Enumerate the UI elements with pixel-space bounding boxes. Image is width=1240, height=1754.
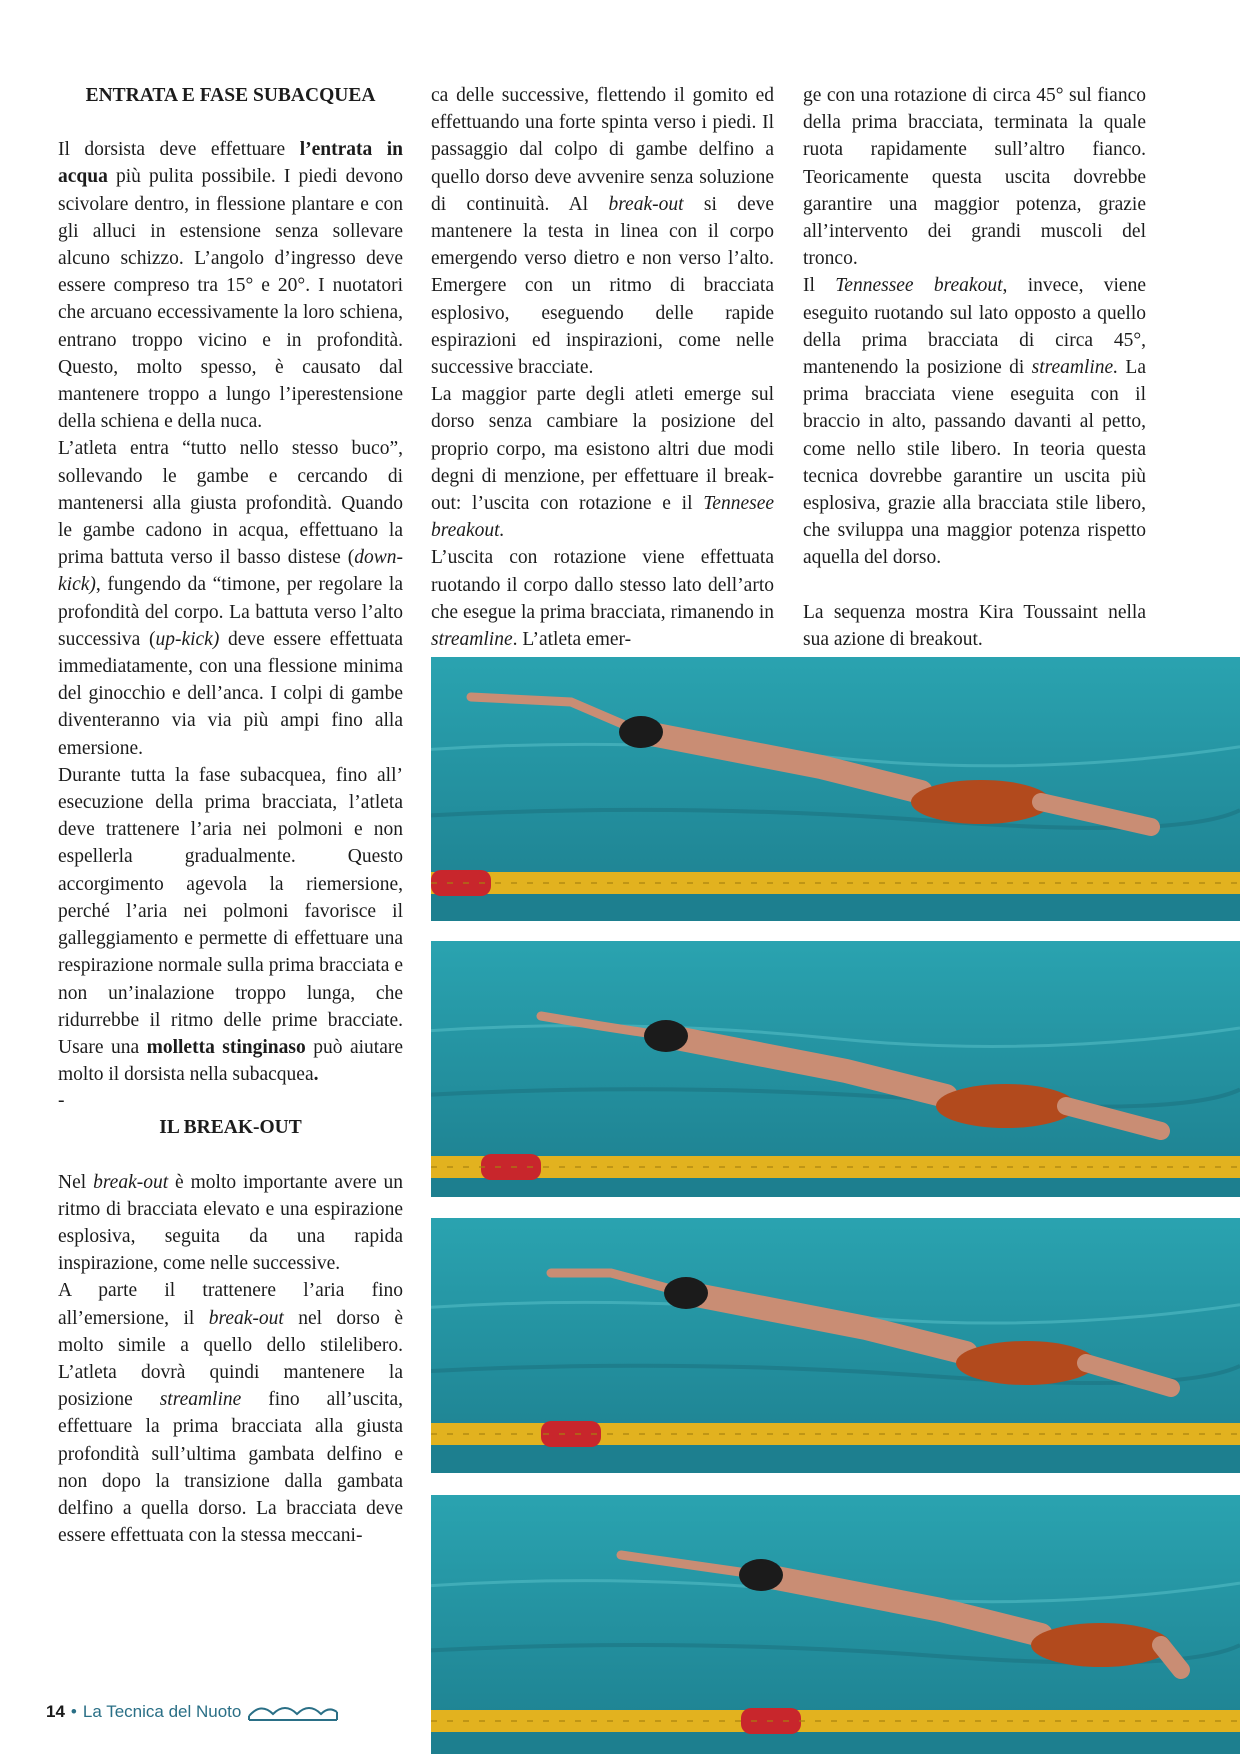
page-footer: [46, 1700, 339, 1724]
swimmer-photo-icon: [431, 657, 1240, 921]
italic-text: break-out: [93, 1171, 169, 1193]
text-run: La maggior parte degli atleti emerge sul dorso senza cambiare la posizione del proprio corpo, ma esistono altri due modi degni di menzione, per effettuare il break-out: l’uscita con rotazione e il: [431, 384, 774, 515]
text-run: Il: [803, 275, 836, 297]
text-run: Il dorsista deve effettuare: [58, 139, 300, 161]
text-run: , invece, viene eseguito ruotando sul lato opposto a quello della prima bracciata di circa 45°, mantenendo la posizione di: [803, 275, 1146, 379]
paragraph: [58, 1277, 403, 1549]
italic-text: break-out: [608, 193, 684, 215]
italic-text: Tennessee breakout: [835, 275, 1003, 297]
wave-logo-icon: [247, 1700, 339, 1724]
italic-text: Tennesee breakout.: [431, 493, 774, 542]
text-column-1: [58, 82, 403, 1549]
caption-paragraph: [803, 599, 1146, 653]
page-number: 14: [46, 1702, 65, 1721]
paragraph: [431, 544, 774, 653]
swimmer-photo-icon: [431, 1218, 1240, 1473]
paragraph: [58, 136, 403, 435]
text-run: , fungendo da “timone, per regolare la profondità del corpo. La battuta verso l’alto successiva (: [58, 574, 403, 650]
swimmer-photo-icon: [431, 1495, 1240, 1754]
text-run: più pulita possibile. I piedi devono scivolare dentro, in flessione plantare e con gli alluci in estensione senza sollevare alcuno schizzo. L’angolo d’ingresso deve essere compreso tra 15° e 20°. I nuotatori che arcuano eccessivamente la loro schiena, entrano troppo vicino e in profondità. Questo, molto spesso, è causato dal mantenere troppo a lungo l’iperestensione della schiena e della nuca.: [58, 166, 403, 433]
paragraph: [58, 762, 403, 1088]
bold-text: molletta stinginaso: [146, 1036, 306, 1058]
text-run: è molto importante avere un ritmo di bracciata elevato e una espirazione esplosiva, seguita da una rapida inspirazione, come nelle successive.: [58, 1171, 404, 1275]
paragraph: [803, 272, 1146, 571]
bold-text: .: [313, 1064, 319, 1086]
text-run: fino all’uscita, effettuare la prima bracciata alla giusta profondità sull’ultima gambata delfino e non dopo la transizione dalla gambata delfino a quella dorso. La bracciata deve essere effettuata con la stessa meccani-: [58, 1389, 403, 1547]
text-run: ge con una rotazione di circa 45° sul fianco della prima bracciata, terminata la quale ruota rapidamente sull’altro fianco. Teoricamente questa uscita dovrebbe garantire una maggior potenza, grazie all’intervento dei grandi muscoli del tronco.: [803, 85, 1146, 270]
paragraph: [431, 381, 774, 544]
magazine-name: La Tecnica del Nuoto: [82, 1702, 242, 1721]
paragraph: [431, 82, 774, 381]
italic-text: streamline: [431, 629, 513, 651]
footer-bullet: •: [70, 1702, 77, 1721]
text-column-3: [803, 82, 1146, 653]
text-run: L’atleta entra “tutto nello stesso buco”, sollevando le gambe e cercando di mantenersi alla giusta profondità. Quando le gambe cadono in acqua, effettuano la prima battuta verso il basso distese (: [58, 438, 403, 569]
breakout-photo-1: [431, 657, 1240, 921]
swimmer-photo-icon: [431, 941, 1240, 1197]
text-run: ca delle successive, flettendo il gomito ed effettuando una forte spinta verso i piedi. Il passaggio dal colpo di gambe delfino a quello dorso deve avvenire senza soluzione di continuità. Al: [431, 85, 774, 215]
bold-text: l’entrata in acqua: [58, 139, 403, 188]
breakout-photo-3: [431, 1218, 1240, 1473]
paragraph: [58, 435, 403, 761]
text-run: L’uscita con rotazione viene effettuata ruotando il corpo dallo stesso lato dell’arto che esegue la prima bracciata, rimanendo in: [431, 547, 774, 623]
text-run: La sequenza mostra Kira Toussaint nella sua azione di breakout.: [803, 601, 1146, 650]
text-run: può aiutare molto il dorsista nella subacquea: [58, 1036, 404, 1086]
breakout-photo-2: [431, 941, 1240, 1197]
text-run: . L’atleta emer-: [512, 629, 632, 651]
text-run: Nel: [58, 1171, 94, 1193]
section-heading-breakout: IL BREAK-OUT: [159, 1117, 302, 1139]
paragraph: [803, 82, 1146, 272]
italic-text: down-kick): [58, 547, 403, 596]
section-heading-entrata: ENTRATA E FASE SUBACQUEA: [85, 85, 376, 106]
breakout-photo-4: [431, 1495, 1240, 1754]
text-run: si deve mantenere la testa in linea con il corpo emergendo verso dietro e non verso l’alto. Emergere con un ritmo di bracciata esplosivo, eseguendo delle rapide espirazioni ed inspirazioni, come nelle successive bracciate.: [431, 193, 774, 379]
italic-text: streamline.: [1031, 357, 1119, 379]
text-run: Durante tutta la fase subacquea, fino all’ esecuzione della prima bracciata, l’atleta deve trattenere l’aria nei polmoni e non espellerla gradualmente. Questo accorgimento agevola la riemersione, perché l’aria nei polmoni favorisce il galleggiamento e permette di effettuare una respirazione normale sulla prima bracciata e non un’inalazione troppo lunga, che ridurrebbe il ritmo delle prime bracciate. Usare una: [58, 764, 403, 1058]
text-run: La prima bracciata viene eseguita con il braccio in alto, passando davanti al petto, come nello stile libero. In teoria questa tecnica dovrebbe garantire un uscita più esplosiva, grazie alla bracciata stile libero, che sviluppa una maggior potenza rispetto aquella del dorso.: [803, 357, 1146, 569]
italic-text: up-kick): [155, 628, 220, 650]
text-run: nel dorso è molto simile a quello dello stilelibero. L’atleta dovrà quindi mantenere la posizione: [58, 1307, 403, 1411]
paragraph: [58, 1169, 403, 1278]
text-run: deve essere effettuata immediatamente, con una flessione minima del ginocchio e dell’anca. I colpi di gambe diventeranno via via più ampi fino alla emersione.: [58, 628, 403, 759]
text-run: A parte il trattenere l’aria fino all’emersione, il: [58, 1280, 403, 1329]
italic-text: break-out: [208, 1307, 284, 1329]
italic-text: streamline: [159, 1389, 242, 1411]
separator-dash: -: [58, 1090, 65, 1112]
text-column-2: [431, 82, 774, 653]
